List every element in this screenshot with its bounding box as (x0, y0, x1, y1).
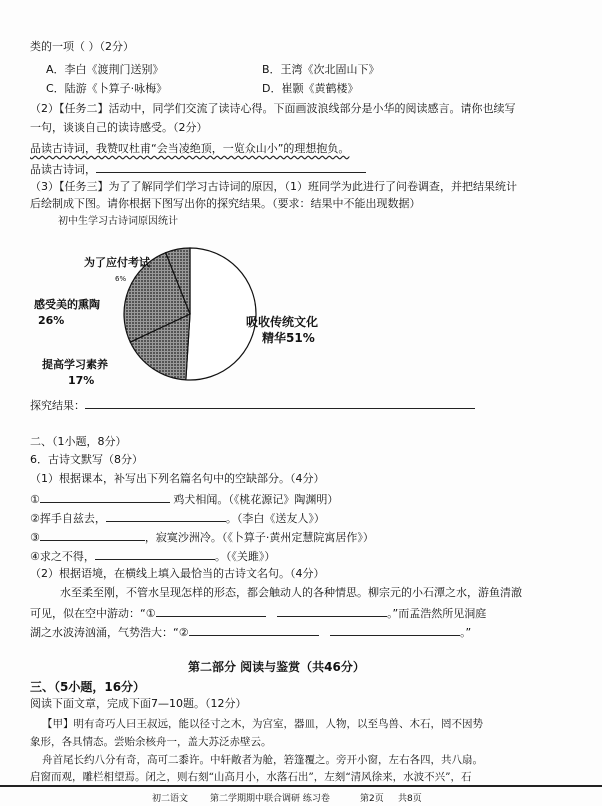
passage-jia-line4: 启窗而观，雕栏相望焉。闭之，则右刻“山高月小，水落石出”，左刻“清风徐来，水波不兴”，石 (30, 771, 472, 783)
section3-heading: 三、（5小题，16分） (30, 680, 146, 694)
task2-answer-prefix: 品读古诗词， (30, 163, 96, 176)
context-blank-1a[interactable] (156, 605, 266, 617)
option-c: C．陆游《卜算子·咏梅》 (46, 82, 168, 95)
q6-sub2: （2）根据语境，在横线上填入最恰当的古诗文名句。（4分） (30, 567, 325, 580)
option-a: A．李白《渡荆门送别》 (46, 63, 164, 76)
task2-line2: 一句，谈谈自己的读诗感受。（2分） (30, 121, 208, 134)
passage-jia-line3: 舟首尾长约八分有奇，高可二黍许。中轩敞者为舱，箬篷覆之。旁开小窗，左右各四，共八扇。 (42, 754, 483, 766)
task2-answer-line (30, 161, 366, 177)
context-blank-2a[interactable] (189, 624, 319, 636)
label-exam (84, 256, 150, 270)
dictation-blank-3[interactable] (40, 529, 145, 541)
footer-exam: 第二学期期中联合调研 练习卷 (210, 794, 330, 804)
dictation-item-3: ③ ，寂寞沙洲冷。（《卜算子·黄州定慧院寓居作》） (30, 531, 374, 544)
dictation-blank-2[interactable] (106, 510, 226, 522)
result-label: 探究结果： (30, 399, 85, 412)
footer-total: 共8页 (398, 794, 422, 804)
task3-line2: 后绘制成下图。请你根据下图写出你的探究结果。（要求：结果中不能出现数据） (30, 197, 421, 210)
label-beauty: 感受美的熏陶 (34, 298, 100, 311)
label-beauty-pct: 26% (38, 314, 65, 327)
context-para1: 水至柔至刚，不管水呈现怎样的形态，都会触动人的各种情思。柳宗元的小石潭之水，游鱼清澈 (60, 586, 522, 599)
page-footer (0, 785, 602, 806)
question-stem-tail: 类的一项（ ）（2分） (30, 40, 134, 53)
task2-answer-blank[interactable] (96, 161, 366, 173)
reading-instruction: 阅读下面文章，完成下面7—10题。（12分） (30, 697, 247, 710)
option-d: D．崔颢《黄鹤楼》 (262, 82, 359, 95)
passage-jia-line2: 象形，各具情态。尝贻余核舟一，盖大苏泛赤壁云。 (30, 736, 272, 748)
context-blank-1b[interactable] (277, 605, 387, 617)
dictation-item-2: ②挥手自兹去， 。（李白《送友人》） (30, 512, 325, 525)
dictation-blank-1[interactable] (40, 491, 170, 503)
q6-title: 6．古诗文默写（8分） (30, 453, 143, 466)
context-para3: 湖之水波涛汹涌，气势浩大：“② 。” (30, 626, 472, 639)
context-para2: 可见，似在空中游动：“① 。”而孟浩然所见洞庭 (30, 607, 487, 620)
dictation-item-4: ④求之不得， 。（《关雎》） (30, 550, 276, 563)
task3-line1: （3）【任务三】为了了解同学们学习古诗词的原因，（1）班同学为此进行了问卷调查，并把结果统计 (30, 180, 517, 193)
part2-heading: 第二部分 阅读与鉴赏（共46分） (188, 660, 365, 674)
section2-heading: 二、（1小题，8分） (30, 435, 127, 448)
passage-jia-line1: 【甲】明有奇巧人曰王叔远，能以径寸之木，为宫室，器皿，人物，以至鸟兽、木石，罔不因势 (42, 718, 483, 730)
label-literacy: 提高学习素养 (42, 358, 108, 371)
label-literacy-pct: 17% (68, 374, 95, 387)
dictation-blank-4[interactable] (95, 548, 215, 560)
dictation-item-1: ① 鸡犬相闻。（《桃花源记》陶渊明） (30, 493, 339, 506)
footer-page: 第2页 (360, 794, 384, 804)
q6-sub1: （1）根据课本，补写出下列名篇名句中的空缺部分。（4分） (30, 472, 325, 485)
chart-caption: 初中生学习古诗词原因统计 (58, 216, 178, 227)
footer-subject: 初二语文 (152, 794, 189, 804)
context-blank-2b[interactable] (330, 624, 460, 636)
label-culture-pct: 51% (286, 331, 315, 345)
result-blank[interactable] (85, 397, 475, 409)
label-exam-text: 为了应付考试 (84, 256, 150, 269)
result-line (30, 397, 475, 413)
label-exam-pct: 6% (115, 275, 127, 283)
task2-sample-sentence: 品读古诗词，我赞叹杜甫“会当凌绝顶，一览众山小”的理想抱负。 (30, 142, 350, 155)
label-culture-1: 吸收传统文化 (246, 315, 319, 329)
slice-culture (186, 248, 256, 380)
label-culture-2: 精华51% (262, 331, 315, 345)
task2-line1: （2）【任务二】活动中，同学们交流了读诗心得。下面画波浪线部分是小华的阅读感言。请你也续写 (30, 102, 516, 115)
option-b: B．王湾《次北固山下》 (262, 63, 380, 76)
